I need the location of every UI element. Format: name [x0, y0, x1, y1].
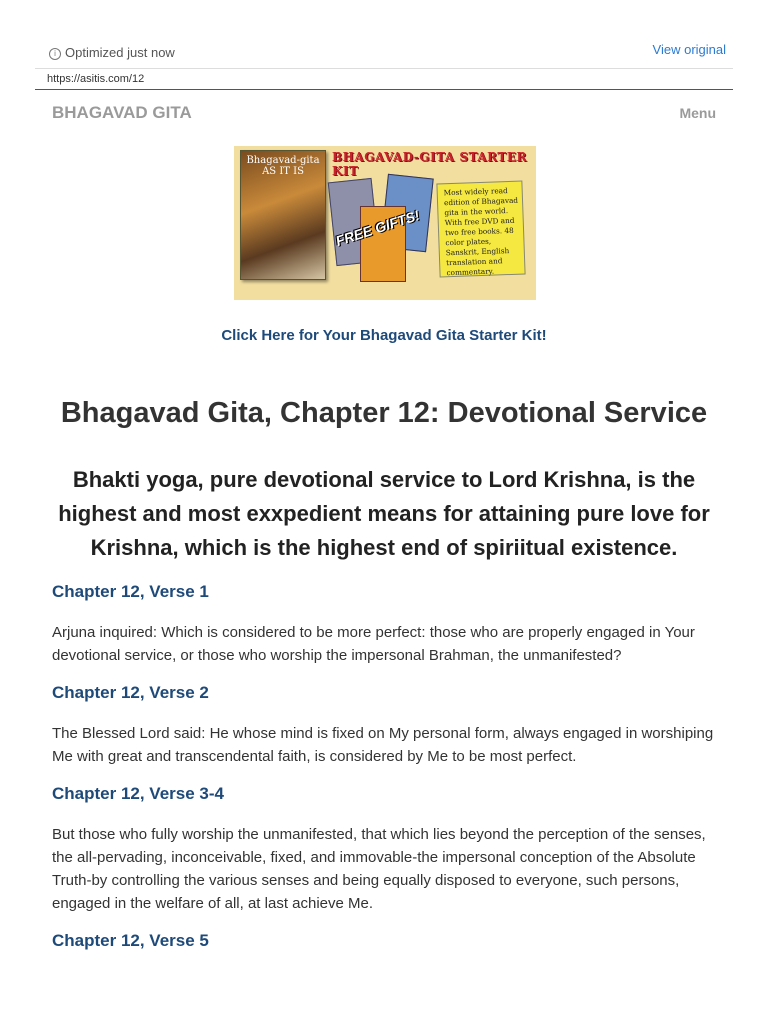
url-bar: https://asitis.com/12: [35, 68, 733, 90]
optimization-status: [49, 45, 175, 60]
page-subtitle: Bhakti yoga, pure devotional service to Lord Krishna, is the highest and most exxpedient means for attaining pure love for Krishna, which is the highest end of spiriitual existence.: [58, 467, 710, 560]
menu-button[interactable]: Menu: [679, 105, 716, 121]
verse-text: But those who fully worship the unmanifested, that which lies beyond the perception of the senses, the all-pervading, inconceivable, fixed, and immovable-the impersonal conception of the Absolute Truth-by controlling the various senses and being equally disposed to everyone, such persons, engaged in the welfare of all, at last achieve Me.: [52, 826, 706, 912]
optimization-bar: [0, 0, 768, 68]
banner-title: BHAGAVAD-GITA STARTER KIT: [332, 150, 527, 178]
verse-heading[interactable]: Chapter 12, Verse 2: [52, 683, 209, 702]
status-text: Optimized just now: [65, 45, 175, 60]
site-title[interactable]: BHAGAVAD GITA: [52, 103, 192, 122]
free-gifts-label: FREE GIFTS!: [333, 206, 422, 250]
site-header: [0, 90, 768, 132]
page-title: Bhagavad Gita, Chapter 12: Devotional Service: [60, 397, 708, 429]
book-cover-title: Bhagavad-gita AS IT IS: [246, 155, 320, 177]
verse-heading[interactable]: Chapter 12, Verse 3-4: [52, 784, 224, 803]
view-original-link[interactable]: View original: [652, 42, 726, 57]
verse-heading[interactable]: Chapter 12, Verse 1: [52, 582, 209, 601]
verse-heading[interactable]: Chapter 12, Verse 5: [52, 931, 209, 950]
verse-text: Arjuna inquired: Which is considered to be more perfect: those who are properly engaged in Your devotional service, or those who worship the impersonal Brahman, the unmanifested?: [52, 624, 695, 664]
starter-kit-link[interactable]: Click Here for Your Bhagavad Gita Starter Kit!: [221, 327, 547, 344]
starter-kit-banner[interactable]: [234, 146, 536, 300]
verse-list: [52, 582, 716, 970]
info-icon: i: [49, 48, 61, 60]
banner-note: Most widely read edition of Bhagavad gita in the world. With free DVD and two free books. 48 color plates, Sanskrit, English translation and commentary.: [436, 181, 525, 278]
verse-text: The Blessed Lord said: He whose mind is fixed on My personal form, always engaged in worshiping Me with great and transcendental faith, is considered by Me to be most perfect.: [52, 725, 714, 765]
gita-book-cover: [240, 150, 326, 280]
